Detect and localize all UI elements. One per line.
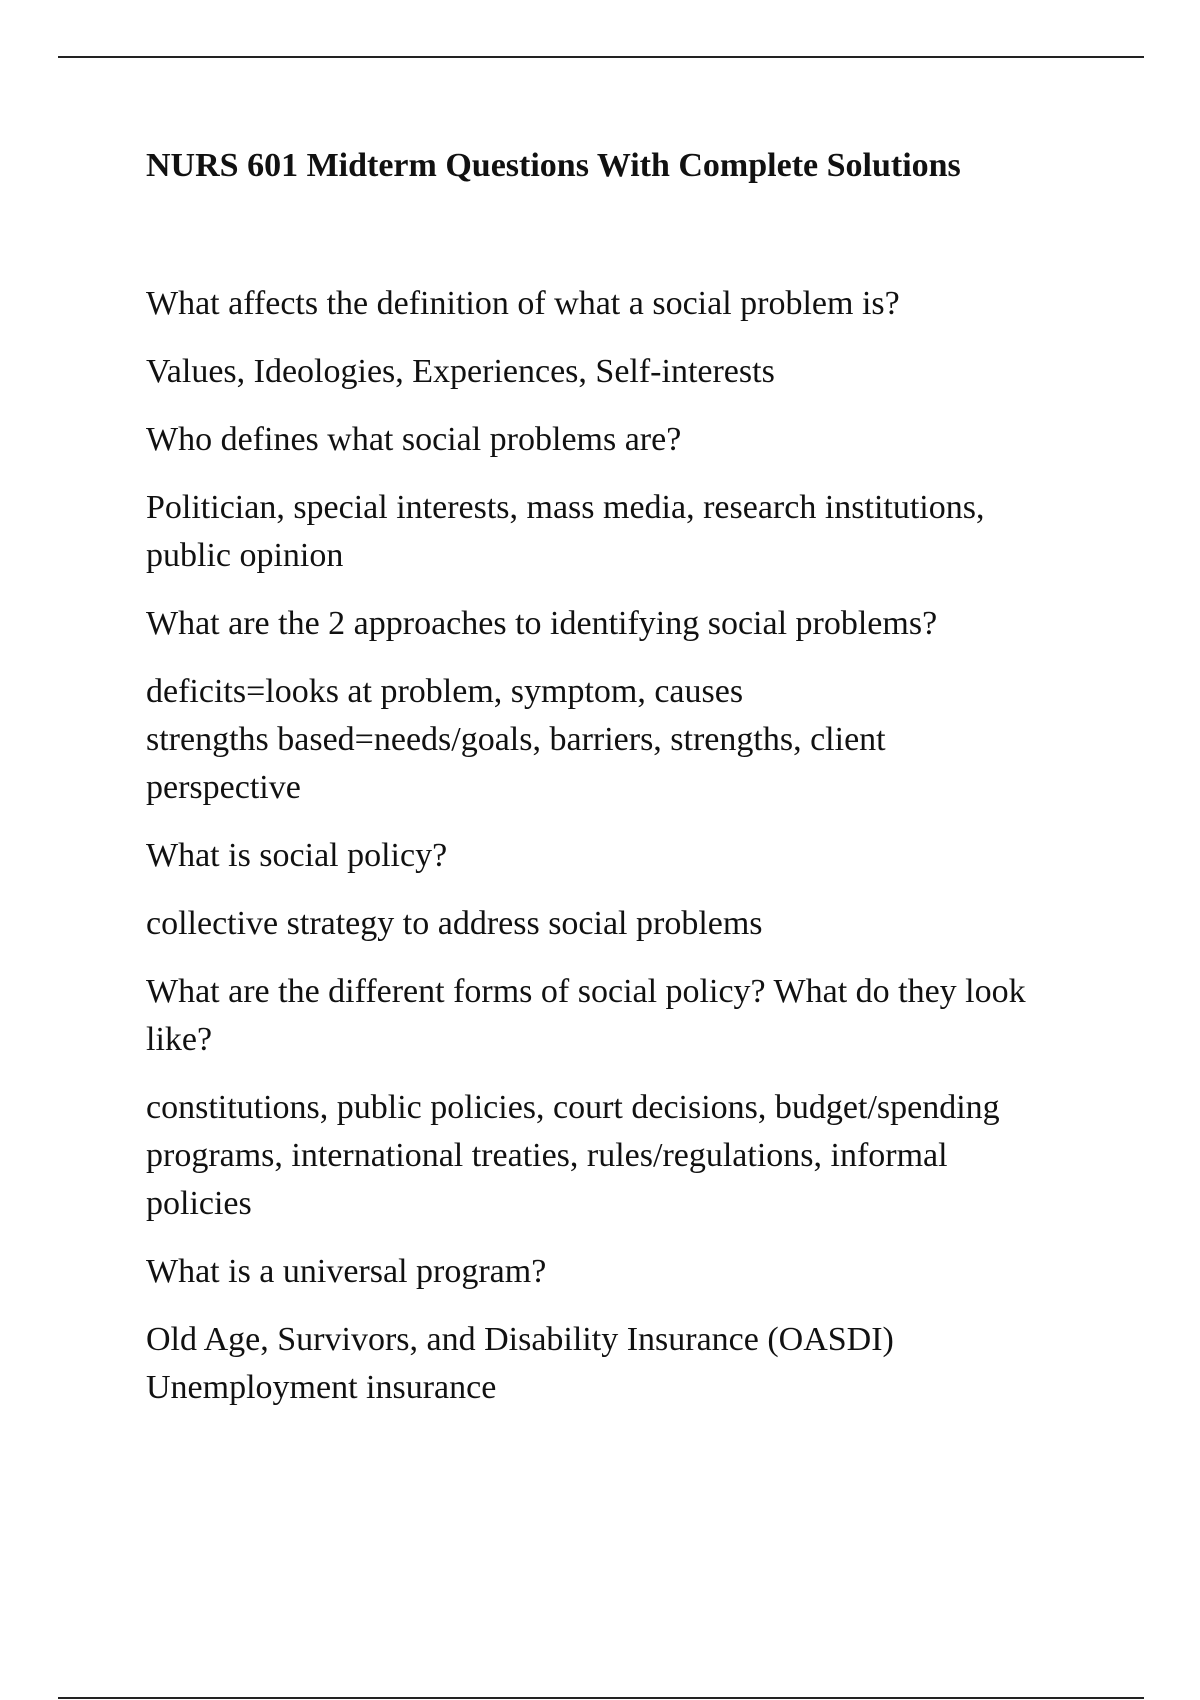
- document-title: NURS 601 Midterm Questions With Complete Solutions: [146, 147, 961, 184]
- answer-5: [146, 1084, 1096, 1228]
- answer-line: programs, international treaties, rules/regulations, informal: [146, 1137, 948, 1174]
- top-rule: [58, 56, 1144, 58]
- question-6: [146, 1248, 1096, 1296]
- answer-line: Politician, special interests, mass media, research institutions,: [146, 489, 985, 526]
- answer-2: [146, 484, 1096, 580]
- answer-line: Old Age, Survivors, and Disability Insurance (OASDI): [146, 1321, 894, 1358]
- answer-line: strengths based=needs/goals, barriers, strengths, client: [146, 721, 886, 758]
- answer-1: [146, 348, 1096, 396]
- question-5: [146, 968, 1096, 1064]
- question-line: What is social policy?: [146, 837, 448, 874]
- question-3: [146, 600, 1096, 648]
- bottom-rule: [58, 1697, 1144, 1699]
- qa-list: [146, 280, 1096, 1432]
- question-2: [146, 416, 1096, 464]
- question-line: What are the different forms of social policy? What do they look: [146, 973, 1026, 1010]
- question-line: like?: [146, 1021, 213, 1058]
- answer-line: policies: [146, 1185, 252, 1222]
- answer-line: deficits=looks at problem, symptom, causes: [146, 673, 744, 710]
- answer-line: collective strategy to address social problems: [146, 905, 763, 942]
- answer-4: [146, 900, 1096, 948]
- answer-line: Values, Ideologies, Experiences, Self-interests: [146, 353, 775, 390]
- question-line: What are the 2 approaches to identifying social problems?: [146, 605, 938, 642]
- question-4: [146, 832, 1096, 880]
- answer-line: Unemployment insurance: [146, 1369, 497, 1406]
- question-line: What is a universal program?: [146, 1253, 547, 1290]
- question-line: Who defines what social problems are?: [146, 421, 682, 458]
- answer-line: constitutions, public policies, court decisions, budget/spending: [146, 1089, 1000, 1126]
- question-1: [146, 280, 1096, 328]
- answer-line: perspective: [146, 769, 301, 806]
- question-line: What affects the definition of what a social problem is?: [146, 285, 900, 322]
- answer-3: [146, 668, 1096, 812]
- answer-line: public opinion: [146, 537, 344, 574]
- answer-6: [146, 1316, 1096, 1412]
